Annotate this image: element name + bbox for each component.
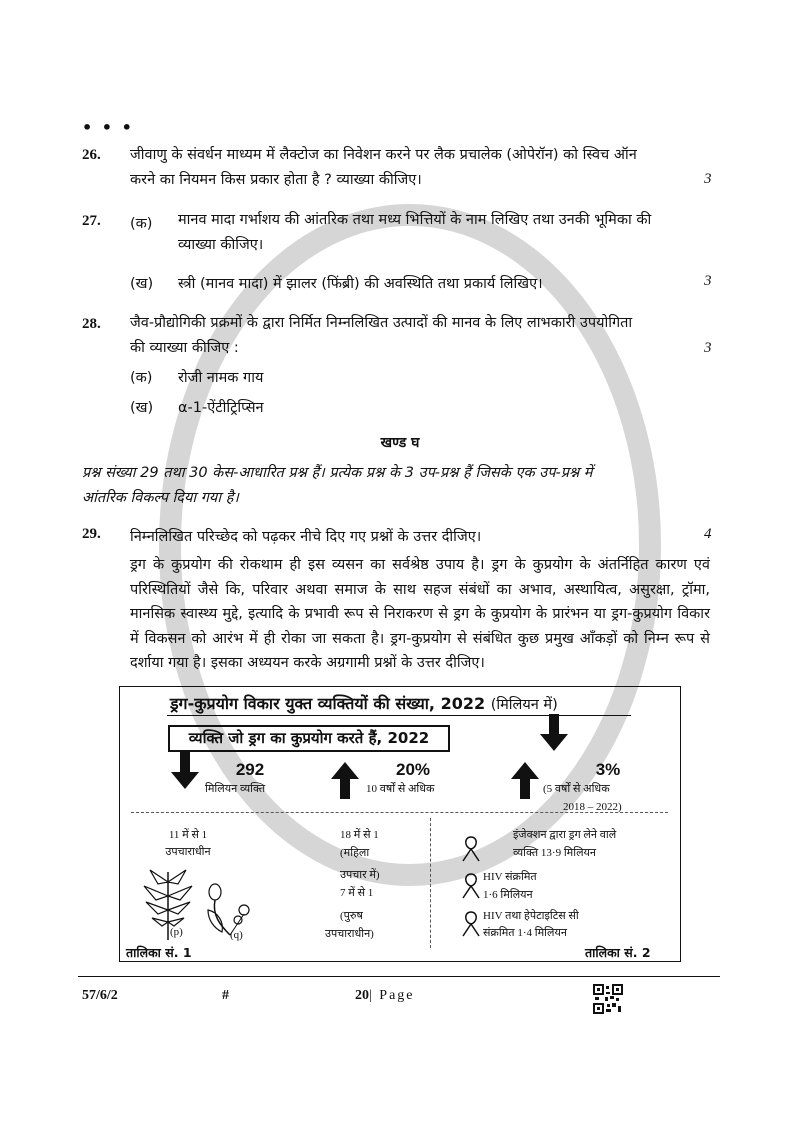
arrow-up-icon — [510, 762, 540, 800]
question-29-number: 29. — [82, 526, 101, 542]
footer-rule — [78, 976, 720, 977]
page-number — [355, 988, 415, 1004]
question-27a-line-2: व्याख्या कीजिए। — [178, 237, 264, 253]
plant-q-label: (q) — [230, 929, 243, 941]
hiv-line-1: HIV संक्रमित — [483, 871, 537, 883]
question-27a-label: (क) — [130, 216, 153, 232]
question-28b-label: (ख) — [130, 400, 154, 416]
arrow-up-icon — [330, 762, 360, 800]
question-29-intro: निम्नलिखित परिच्छेद को पढ़कर नीचे दिए गए प्रश्नों के उत्तर दीजिए। — [130, 529, 482, 545]
section-note-line-2: आंतरिक विकल्प दिया गया है। — [82, 490, 239, 506]
stat-20-value: 20% — [395, 760, 431, 779]
treatment-2-line-5: (पुरुष — [340, 910, 363, 922]
paper-code: 57/6/2 — [82, 988, 118, 1003]
dashed-separator — [131, 812, 668, 813]
table-1-label: तालिका सं. 1 — [126, 945, 192, 960]
infographic-title-unit: (मिलियन में) — [490, 697, 558, 713]
hiv-line-2: 1·6 मिलियन — [483, 889, 533, 901]
awareness-ribbon-icon — [460, 910, 482, 938]
question-29-marks: 4 — [704, 526, 712, 542]
injection-line-1: इंजेक्शन द्वारा ड्रग लेने वाले — [513, 829, 617, 841]
question-28a-text: रोजी नामक गाय — [178, 370, 264, 386]
plant-p-illustration — [138, 862, 198, 942]
stat-20-label: 10 वर्षों से अधिक — [366, 783, 435, 795]
infographic-subtitle-box: व्यक्ति जो ड्रग का कुप्रयोग करते हैं, 2022 — [168, 725, 450, 752]
awareness-ribbon-icon — [460, 872, 482, 900]
question-26-line-2: करने का नियमन किस प्रकार होता है ? व्याख्या कीजिए। — [130, 172, 422, 188]
question-29-passage: ड्रग के कुप्रयोग की रोकथाम ही इस व्यसन का सर्वश्रेष्ठ उपाय है। ड्रग के कुप्रयोग के अंतर्निहित कारण एवं परिस्थितियों जैसे कि, परिवार अथवा समाज के साथ सहज संबंधों का अभाव, अस्थायित्व, असुरक्षा, ट्रॉमा, मानसिक स्वास्थ्य मुद्दे, इत्यादि के प्रभावी रूप से निराकरण से ड्रग के कुप्रयोग के प्रारंभन या ड्रग-कुप्रयोग विकार में विकसन को आरंभ में ही रोका जा सकता है। ड्रग-कुप्रयोग से संबंधित कुछ प्रमुख आँकड़ों को निम्न रूप से दर्शाया गया है। इसका अध्ययन करके अग्रगामी प्रश्नों के उत्तर दीजिए। — [130, 557, 710, 671]
hepatitis-line-2: संक्रमित 1·4 मिलियन — [483, 927, 567, 939]
treatment-1-line-1: 11 में से 1 — [168, 829, 208, 841]
treatment-2-line-3: उपचार में) — [340, 869, 380, 881]
treatment-2-line-1: 18 में से 1 — [340, 829, 379, 841]
question-28-line-1: जैव-प्रौद्योगिकी प्रक्रमों के द्वारा निर्मित निम्नलिखित उत्पादों की मानव के लिए लाभकारी उपयोगिता — [130, 315, 633, 331]
section-title: खण्ड घ — [380, 435, 420, 451]
footer-hash: # — [222, 988, 229, 1003]
question-26-line-1: जीवाणु के संवर्धन माध्यम में लैक्टोज का निवेशन करने पर लैक प्रचालेक (ओपेरॉन) को स्विच ऑन — [130, 147, 637, 163]
question-27b-label: (ख) — [130, 276, 154, 292]
treatment-2-line-4: 7 में से 1 — [340, 887, 374, 899]
question-27-marks: 3 — [704, 273, 712, 289]
question-26-text — [130, 143, 700, 193]
question-27b-text: स्त्री (मानव मादा) में झालर (फिंब्री) की अवस्थिति तथा प्रकार्य लिखिए। — [178, 276, 543, 292]
plant-p-label: (p) — [170, 926, 183, 938]
treatment-2-line-6: उपचाराधीन) — [325, 928, 374, 940]
page-word: | Page — [369, 988, 415, 1003]
treatment-2-line-2: (महिला — [340, 847, 370, 859]
section-note-line-1: प्रश्न संख्या 29 तथा 30 केस-आधारित प्रश्न हैं। प्रत्येक प्रश्न के 3 उप-प्रश्न हैं जिसके एक उप-प्रश्न में — [82, 465, 593, 481]
question-28-marks: 3 — [704, 340, 712, 356]
stat-292-value: 292 — [235, 760, 265, 779]
page-number-value: 20 — [355, 988, 369, 1003]
question-27-number: 27. — [82, 213, 101, 229]
dashed-vertical-divider — [430, 818, 431, 948]
question-28a-label: (क) — [130, 370, 153, 386]
table-2-label: तालिका सं. 2 — [585, 945, 651, 960]
stat-3-value: 3% — [595, 760, 621, 779]
stat-3-label-2: 2018 – 2022) — [563, 801, 622, 813]
question-28-line-2: की व्याख्या कीजिए : — [130, 340, 239, 356]
question-27a-text — [178, 208, 698, 258]
question-28-text — [130, 311, 700, 361]
qr-code-icon — [593, 984, 623, 1014]
stat-292-label: मिलियन व्यक्ति — [205, 783, 266, 795]
question-28-number: 28. — [82, 316, 101, 332]
hepatitis-line-1: HIV तथा हेपेटाइटिस सी — [483, 910, 579, 922]
section-note — [82, 461, 712, 511]
stat-3-label-1: (5 वर्षों से अधिक — [543, 783, 610, 795]
question-26-number: 26. — [82, 147, 101, 163]
continuation-dots: • • • — [82, 118, 134, 137]
question-28b-text: α-1-ऐंटीट्रिप्सिन — [178, 400, 264, 416]
question-27a-line-1: मानव मादा गर्भाशय की आंतरिक तथा मध्य भित्तियों के नाम लिखिए तथा उनकी भूमिका की — [178, 212, 652, 228]
infographic-title-text: ड्रग-कुप्रयोग विकार युक्त व्यक्तियों की संख्या, 2022 — [170, 694, 486, 713]
infographic-title — [170, 692, 558, 714]
awareness-ribbon-icon — [460, 835, 482, 863]
arrow-down-icon — [539, 714, 569, 752]
arrow-down-icon — [170, 752, 200, 790]
question-26-marks: 3 — [704, 171, 712, 187]
injection-line-2: व्यक्ति 13·9 मिलियन — [513, 847, 597, 859]
treatment-1-line-2: उपचाराधीन — [165, 846, 211, 858]
